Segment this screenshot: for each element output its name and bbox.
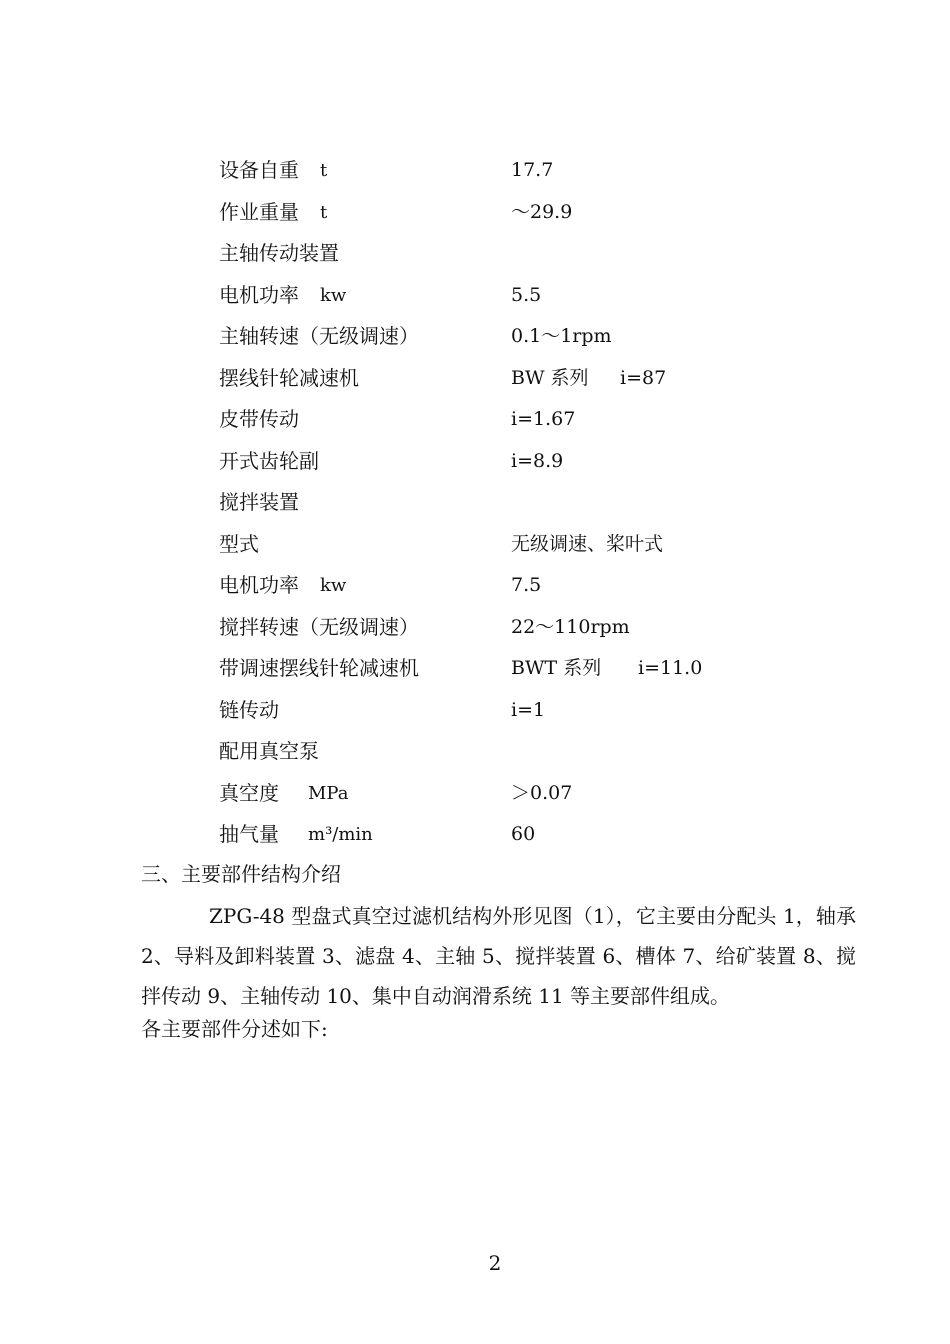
spec-row: [219, 441, 839, 483]
spec-label: 型式: [219, 531, 259, 556]
spec-row: [219, 773, 839, 815]
spec-row: [219, 399, 839, 441]
spec-unit: kw: [320, 284, 347, 306]
spec-value: i=1: [511, 698, 546, 721]
spec-unit: kw: [320, 575, 347, 596]
spec-value: ＞0.07: [511, 781, 573, 804]
spec-row: [219, 731, 839, 773]
spec-ratio: i=11.0: [638, 657, 703, 679]
spec-row: [219, 233, 839, 275]
spec-value: BW 系列: [511, 366, 589, 389]
spec-row: [219, 192, 839, 234]
spec-group-heading: 主轴传动装置: [219, 241, 339, 265]
spec-unit: t: [320, 160, 328, 181]
spec-label: 摆线针轮减速机: [219, 365, 359, 390]
spec-value: 22～110rpm: [511, 615, 630, 638]
page-number: 2: [488, 1251, 502, 1275]
spec-value: BWT 系列: [511, 657, 602, 679]
spec-label: 皮带传动: [219, 407, 299, 431]
spec-label: 作业重量: [219, 199, 299, 224]
spec-value: i=8.9: [511, 449, 564, 472]
section-heading: 三、主要部件结构介绍: [141, 862, 341, 886]
spec-value: 7.5: [511, 574, 542, 596]
spec-table: [219, 150, 839, 856]
spec-label: 带调速摆线针轮减速机: [219, 656, 419, 680]
spec-label: 电机功率: [219, 573, 299, 597]
spec-row: [219, 648, 839, 690]
spec-label: 主轴转速（无级调速）: [219, 324, 419, 348]
spec-value: 无级调速、桨叶式: [511, 532, 664, 555]
spec-value: ～29.9: [511, 200, 573, 223]
spec-row: [219, 607, 839, 649]
spec-unit: MPa: [308, 782, 349, 804]
spec-value: 5.5: [511, 283, 542, 306]
spec-group-heading: 配用真空泵: [219, 739, 319, 763]
spec-label: 电机功率: [219, 282, 299, 307]
spec-label: 开式齿轮副: [219, 448, 319, 473]
spec-row: [219, 275, 839, 317]
intro-paragraph: ZPG-48 型盘式真空过滤机结构外形见图（1），它主要由分配头 1，轴承 2、导料及卸料装置 3、滤盘 4、主轴 5、搅拌装置 6、槽体 7、给矿装置 8、搅拌传动 9、主轴传动 10、集中自动润滑系统 11 等主要部件组成。: [141, 904, 856, 1008]
spec-label: 设备自重: [219, 158, 299, 182]
spec-value: 0.1～1rpm: [511, 325, 612, 347]
spec-value: 60: [511, 823, 536, 845]
spec-row: [219, 524, 839, 566]
spec-label: 真空度: [219, 780, 279, 805]
spec-row: [219, 358, 839, 400]
spec-row: [219, 814, 839, 856]
spec-row: [219, 482, 839, 524]
spec-row: [219, 565, 839, 607]
spec-label: 抽气量: [219, 822, 279, 846]
spec-row: [219, 150, 839, 192]
spec-value: i=1.67: [511, 408, 576, 430]
spec-label: 搅拌转速（无级调速）: [219, 614, 419, 639]
spec-unit: t: [320, 201, 328, 223]
intro-followup: 各主要部件分述如下:: [141, 1017, 328, 1041]
spec-row: [219, 690, 839, 732]
spec-row: [219, 316, 839, 358]
spec-label: 链传动: [219, 697, 279, 722]
spec-ratio: i=87: [620, 366, 667, 389]
spec-value: 17.7: [511, 159, 554, 181]
spec-unit: m³/min: [308, 824, 373, 845]
spec-group-heading: 搅拌装置: [219, 490, 299, 514]
